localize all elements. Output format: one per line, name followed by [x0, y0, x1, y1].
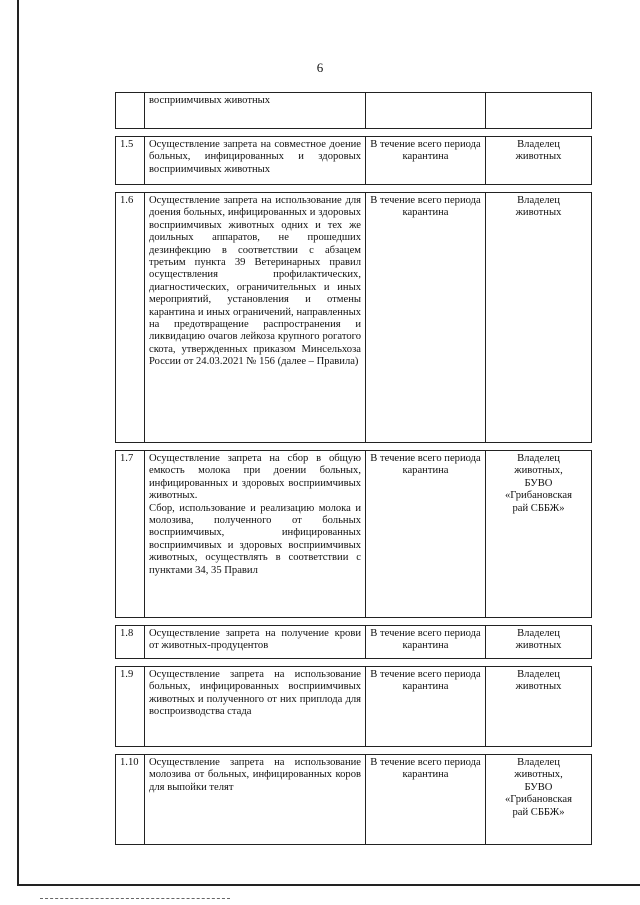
table-row [116, 451, 592, 618]
table-row [116, 626, 592, 659]
description-paragraph: Осуществление запрета на получение крови от животных-продуцентов [149, 628, 361, 652]
responsible-line: БУВО [524, 477, 553, 489]
description-paragraph: Осуществление запрета на сбор в общую емкость молока при доении больных, инфицированных и здоровых восприимчивых животных. [149, 453, 361, 502]
responsible-party [486, 93, 592, 129]
measures-table-body [116, 93, 592, 845]
item-number: 1.5 [116, 137, 145, 185]
responsible-party [486, 626, 592, 659]
measure-description [145, 451, 366, 618]
row-spacer [116, 618, 592, 626]
responsible-party [486, 137, 592, 185]
responsible-line: животных [515, 640, 562, 652]
item-number: 1.10 [116, 755, 145, 845]
item-number: 1.8 [116, 626, 145, 659]
item-number: 1.6 [116, 193, 145, 443]
description-paragraph: Осуществление запрета на использование для доения больных, инфицированных и здоровых восприимчивых животных одних и тех же доильных аппаратов, не прошедших дезинфекцию в соответствии с абзацем третьим пункта 39 Ветеринарных правил осуществления профилактических, диагностических, ограничительных и иных мероприятий, установления и отмены карантина и иных ограничений, направленных на предотвращение распространения и ликвидацию очагов лейкоза крупного рогатого скота, утвержденных приказом Минсельхоза России от 24.03.2021 № 156 (далее – Правила) [149, 195, 361, 368]
responsible-line: «Грибановская [505, 490, 572, 502]
responsible-line: «Грибановская [505, 794, 572, 806]
measure-description [145, 667, 366, 747]
responsible-line: животных [515, 681, 562, 693]
row-spacer [116, 129, 592, 137]
row-spacer [116, 443, 592, 451]
execution-period: В течение всего периода карантина [366, 193, 486, 443]
execution-period: В течение всего периода карантина [366, 626, 486, 659]
measures-table [115, 92, 592, 845]
responsible-line: животных [515, 207, 562, 219]
responsible-party [486, 667, 592, 747]
execution-period: В течение всего периода карантина [366, 451, 486, 618]
responsible-line: Владелец [517, 139, 560, 150]
measure-description [145, 137, 366, 185]
row-spacer-cell [116, 185, 592, 193]
responsible-line: животных [515, 151, 562, 163]
row-spacer-cell [116, 618, 592, 626]
description-paragraph: Осуществление запрета на использование молозива от больных, инфицированных коров для выпойки телят [149, 757, 361, 793]
table-row [116, 667, 592, 747]
table-row [116, 755, 592, 845]
measure-description [145, 93, 366, 129]
responsible-line: животных, [514, 769, 563, 781]
description-paragraph: Сбор, использование и реализацию молока и молозива, полученного от больных восприимчивых, инфицированных восприимчивых и здоровых восприимчивых животных, осуществлять в соответствии с пунктами 34, 35 Правил [149, 502, 361, 576]
row-spacer [116, 747, 592, 755]
row-spacer-cell [116, 747, 592, 755]
responsible-party [486, 755, 592, 845]
responsible-party [486, 451, 592, 618]
measure-description [145, 193, 366, 443]
page-frame-left [17, 0, 19, 885]
page-frame-bottom [17, 884, 640, 886]
row-spacer-cell [116, 443, 592, 451]
responsible-line: рай СББЖ» [512, 806, 565, 818]
execution-period: В течение всего периода карантина [366, 137, 486, 185]
execution-period: В течение всего периода карантина [366, 667, 486, 747]
responsible-line: рай СББЖ» [512, 502, 565, 514]
item-number [116, 93, 145, 129]
table-row [116, 137, 592, 185]
responsible-party [486, 193, 592, 443]
row-spacer [116, 659, 592, 667]
responsible-line: Владелец [517, 757, 560, 768]
table-row [116, 93, 592, 129]
description-paragraph: Осуществление запрета на использование больных, инфицированных восприимчивых животных и полученного от них приплода для воспроизводства стада [149, 669, 361, 718]
responsible-line: Владелец [517, 453, 560, 464]
measure-description [145, 755, 366, 845]
responsible-line: Владелец [517, 628, 560, 639]
responsible-line: БУВО [524, 781, 553, 793]
responsible-line: Владелец [517, 669, 560, 680]
page-number: 6 [316, 60, 324, 75]
description-paragraph: Осуществление запрета на совместное доение больных, инфицированных и здоровых восприимчивых животных [149, 139, 361, 175]
responsible-line: Владелец [517, 195, 560, 206]
scan-artifact [40, 898, 230, 902]
item-number: 1.7 [116, 451, 145, 618]
row-spacer-cell [116, 129, 592, 137]
execution-period [366, 93, 486, 129]
measure-description [145, 626, 366, 659]
row-spacer [116, 185, 592, 193]
table-row [116, 193, 592, 443]
execution-period: В течение всего периода карантина [366, 755, 486, 845]
row-spacer-cell [116, 659, 592, 667]
description-paragraph: восприимчивых животных [149, 95, 271, 106]
responsible-line: животных, [514, 465, 563, 477]
item-number: 1.9 [116, 667, 145, 747]
